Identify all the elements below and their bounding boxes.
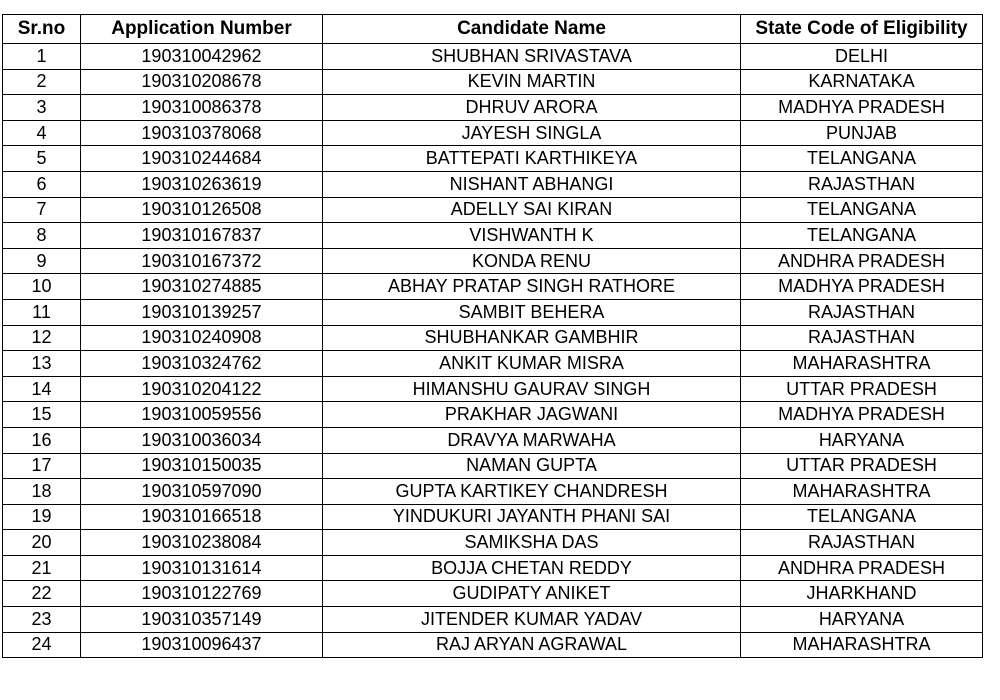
cell-candidate-name: ADELLY SAI KIRAN xyxy=(323,197,741,223)
cell-candidate-name: SAMIKSHA DAS xyxy=(323,530,741,556)
cell-candidate-name: VISHWANTH K xyxy=(323,223,741,249)
cell-application-number: 190310208678 xyxy=(81,69,323,95)
table-row xyxy=(3,274,983,300)
cell-application-number: 190310204122 xyxy=(81,376,323,402)
table-row xyxy=(3,479,983,505)
cell-application-number: 190310036034 xyxy=(81,427,323,453)
cell-candidate-name: GUPTA KARTIKEY CHANDRESH xyxy=(323,479,741,505)
table-row xyxy=(3,427,983,453)
cell-application-number: 190310357149 xyxy=(81,607,323,633)
cell-state-code: RAJASTHAN xyxy=(741,299,983,325)
cell-state-code: KARNATAKA xyxy=(741,69,983,95)
cell-state-code: MAHARASHTRA xyxy=(741,632,983,658)
table-row xyxy=(3,402,983,428)
cell-application-number: 190310139257 xyxy=(81,299,323,325)
table-row xyxy=(3,581,983,607)
cell-application-number: 190310042962 xyxy=(81,44,323,70)
cell-sr-no: 22 xyxy=(3,581,81,607)
cell-sr-no: 15 xyxy=(3,402,81,428)
cell-candidate-name: NISHANT ABHANGI xyxy=(323,171,741,197)
cell-state-code: TELANGANA xyxy=(741,223,983,249)
table-row xyxy=(3,607,983,633)
table-row xyxy=(3,351,983,377)
cell-candidate-name: BATTEPATI KARTHIKEYA xyxy=(323,146,741,172)
cell-state-code: HARYANA xyxy=(741,427,983,453)
cell-state-code: RAJASTHAN xyxy=(741,171,983,197)
cell-application-number: 190310274885 xyxy=(81,274,323,300)
cell-sr-no: 5 xyxy=(3,146,81,172)
cell-state-code: MAHARASHTRA xyxy=(741,351,983,377)
table-row xyxy=(3,223,983,249)
cell-sr-no: 23 xyxy=(3,607,81,633)
cell-state-code: ANDHRA PRADESH xyxy=(741,555,983,581)
cell-state-code: JHARKHAND xyxy=(741,581,983,607)
table-row xyxy=(3,504,983,530)
header-sr-no: Sr.no xyxy=(3,15,81,44)
table-row xyxy=(3,530,983,556)
cell-application-number: 190310166518 xyxy=(81,504,323,530)
cell-state-code: UTTAR PRADESH xyxy=(741,453,983,479)
table-row xyxy=(3,44,983,70)
header-candidate-name: Candidate Name xyxy=(323,15,741,44)
cell-state-code: HARYANA xyxy=(741,607,983,633)
header-application-number: Application Number xyxy=(81,15,323,44)
cell-state-code: RAJASTHAN xyxy=(741,530,983,556)
cell-sr-no: 10 xyxy=(3,274,81,300)
table-row xyxy=(3,171,983,197)
cell-sr-no: 4 xyxy=(3,120,81,146)
cell-application-number: 190310597090 xyxy=(81,479,323,505)
cell-candidate-name: KEVIN MARTIN xyxy=(323,69,741,95)
cell-candidate-name: ANKIT KUMAR MISRA xyxy=(323,351,741,377)
table-row xyxy=(3,325,983,351)
cell-sr-no: 19 xyxy=(3,504,81,530)
cell-application-number: 190310096437 xyxy=(81,632,323,658)
cell-state-code: MADHYA PRADESH xyxy=(741,95,983,121)
cell-application-number: 190310238084 xyxy=(81,530,323,556)
table-row xyxy=(3,95,983,121)
header-row xyxy=(3,15,983,44)
cell-candidate-name: SHUBHAN SRIVASTAVA xyxy=(323,44,741,70)
cell-sr-no: 3 xyxy=(3,95,81,121)
cell-application-number: 190310150035 xyxy=(81,453,323,479)
cell-sr-no: 2 xyxy=(3,69,81,95)
cell-application-number: 190310378068 xyxy=(81,120,323,146)
cell-state-code: RAJASTHAN xyxy=(741,325,983,351)
table-body xyxy=(3,44,983,658)
table-row xyxy=(3,197,983,223)
cell-application-number: 190310126508 xyxy=(81,197,323,223)
cell-sr-no: 6 xyxy=(3,171,81,197)
cell-candidate-name: BOJJA CHETAN REDDY xyxy=(323,555,741,581)
cell-application-number: 190310167372 xyxy=(81,248,323,274)
cell-sr-no: 13 xyxy=(3,351,81,377)
cell-sr-no: 21 xyxy=(3,555,81,581)
table-header xyxy=(3,15,983,44)
cell-sr-no: 8 xyxy=(3,223,81,249)
cell-sr-no: 17 xyxy=(3,453,81,479)
table-row xyxy=(3,555,983,581)
table-row xyxy=(3,632,983,658)
cell-application-number: 190310324762 xyxy=(81,351,323,377)
cell-candidate-name: RAJ ARYAN AGRAWAL xyxy=(323,632,741,658)
cell-candidate-name: PRAKHAR JAGWANI xyxy=(323,402,741,428)
cell-application-number: 190310131614 xyxy=(81,555,323,581)
cell-sr-no: 12 xyxy=(3,325,81,351)
cell-state-code: TELANGANA xyxy=(741,146,983,172)
results-table xyxy=(2,14,983,658)
cell-state-code: MADHYA PRADESH xyxy=(741,402,983,428)
cell-candidate-name: SAMBIT BEHERA xyxy=(323,299,741,325)
cell-candidate-name: DRAVYA MARWAHA xyxy=(323,427,741,453)
cell-sr-no: 7 xyxy=(3,197,81,223)
cell-sr-no: 20 xyxy=(3,530,81,556)
cell-state-code: ANDHRA PRADESH xyxy=(741,248,983,274)
cell-candidate-name: GUDIPATY ANIKET xyxy=(323,581,741,607)
table-row xyxy=(3,69,983,95)
cell-application-number: 190310263619 xyxy=(81,171,323,197)
table-row xyxy=(3,248,983,274)
table-row xyxy=(3,453,983,479)
cell-sr-no: 1 xyxy=(3,44,81,70)
cell-candidate-name: JAYESH SINGLA xyxy=(323,120,741,146)
cell-state-code: TELANGANA xyxy=(741,504,983,530)
cell-state-code: MAHARASHTRA xyxy=(741,479,983,505)
table-row xyxy=(3,376,983,402)
cell-sr-no: 14 xyxy=(3,376,81,402)
table-row xyxy=(3,120,983,146)
cell-candidate-name: DHRUV ARORA xyxy=(323,95,741,121)
header-state-code: State Code of Eligibility xyxy=(741,15,983,44)
cell-candidate-name: NAMAN GUPTA xyxy=(323,453,741,479)
cell-sr-no: 18 xyxy=(3,479,81,505)
cell-candidate-name: JITENDER KUMAR YADAV xyxy=(323,607,741,633)
cell-sr-no: 24 xyxy=(3,632,81,658)
cell-application-number: 190310086378 xyxy=(81,95,323,121)
cell-application-number: 190310167837 xyxy=(81,223,323,249)
cell-application-number: 190310122769 xyxy=(81,581,323,607)
cell-candidate-name: HIMANSHU GAURAV SINGH xyxy=(323,376,741,402)
cell-application-number: 190310240908 xyxy=(81,325,323,351)
table-row xyxy=(3,299,983,325)
cell-application-number: 190310244684 xyxy=(81,146,323,172)
cell-candidate-name: YINDUKURI JAYANTH PHANI SAI xyxy=(323,504,741,530)
cell-sr-no: 9 xyxy=(3,248,81,274)
cell-candidate-name: SHUBHANKAR GAMBHIR xyxy=(323,325,741,351)
cell-state-code: DELHI xyxy=(741,44,983,70)
cell-state-code: UTTAR PRADESH xyxy=(741,376,983,402)
cell-application-number: 190310059556 xyxy=(81,402,323,428)
table-row xyxy=(3,146,983,172)
cell-candidate-name: KONDA RENU xyxy=(323,248,741,274)
cell-sr-no: 16 xyxy=(3,427,81,453)
cell-candidate-name: ABHAY PRATAP SINGH RATHORE xyxy=(323,274,741,300)
cell-state-code: MADHYA PRADESH xyxy=(741,274,983,300)
cell-state-code: PUNJAB xyxy=(741,120,983,146)
cell-state-code: TELANGANA xyxy=(741,197,983,223)
cell-sr-no: 11 xyxy=(3,299,81,325)
